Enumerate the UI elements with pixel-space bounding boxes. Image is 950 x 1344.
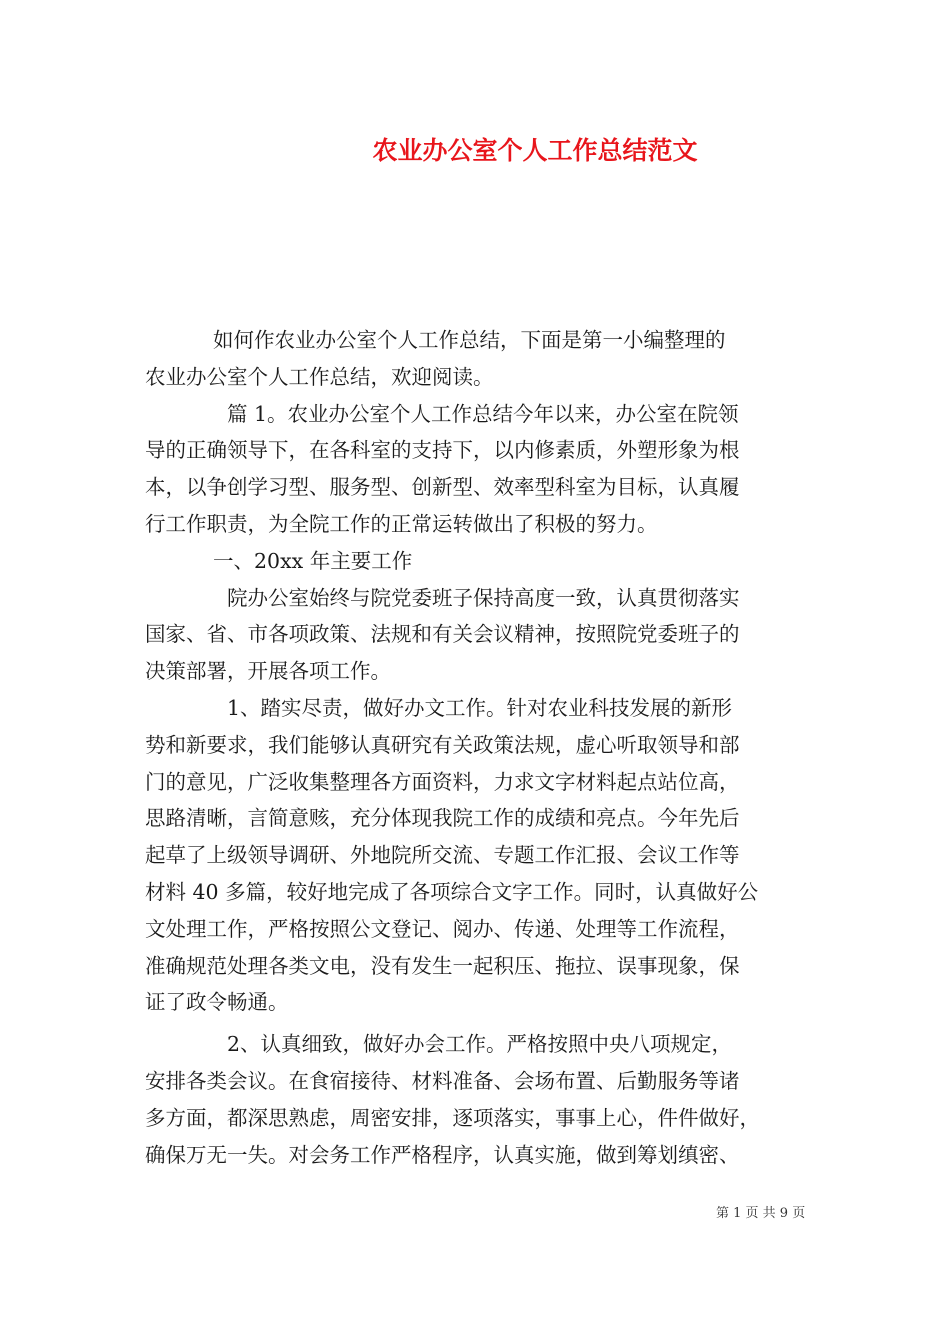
body-line: 本，以争创学习型、服务型、创新型、效率型科室为目标，认真履 — [145, 475, 740, 500]
body-line: 导的正确领导下，在各科室的支持下，以内修素质，外塑形象为根 — [145, 438, 740, 463]
body-line: 确保万无一失。对会务工作严格程序，认真实施，做到筹划缜密、 — [145, 1142, 740, 1167]
body-line: 证了政令畅通。 — [145, 990, 289, 1015]
body-line: 门的意见，广泛收集整理各方面资料，力求文字材料起点站位高， — [145, 769, 740, 794]
body-line: 院办公室始终与院党委班子保持高度一致，认真贯彻落实 — [145, 585, 740, 610]
body-line: 如何作农业办公室个人工作总结，下面是第一小编整理的 — [145, 328, 726, 352]
body-line: 安排各类会议。在食宿接待、材料准备、会场布置、后勤服务等诸 — [145, 1068, 740, 1093]
section-heading: 一、20xx 年主要工作 — [145, 548, 413, 573]
body-line: 篇 1。农业办公室个人工作总结今年以来，办公室在院领 — [145, 401, 739, 426]
body-line: 决策部署，开展各项工作。 — [145, 659, 391, 684]
body-line: 起草了上级领导调研、外地院所交流、专题工作汇报、会议工作等 — [145, 843, 740, 868]
body-line: 行工作职责，为全院工作的正常运转做出了积极的努力。 — [145, 511, 658, 536]
document-title: 农业办公室个人工作总结范文 — [372, 136, 698, 165]
body-line: 农业办公室个人工作总结，欢迎阅读。 — [145, 364, 494, 389]
body-line: 材料 40 多篇，较好地完成了各项综合文字工作。同时，认真做好公 — [145, 879, 759, 904]
body-line: 势和新要求，我们能够认真研究有关政策法规，虚心听取领导和部 — [145, 732, 740, 757]
body-line: 文处理工作，严格按照公文登记、阅办、传递、处理等工作流程， — [145, 916, 740, 941]
document-body — [145, 322, 815, 1173]
body-line: 思路清晰，言简意赅，充分体现我院工作的成绩和亮点。今年先后 — [145, 806, 740, 831]
body-line: 准确规范处理各类文电，没有发生一起积压、拖拉、误事现象，保 — [145, 953, 740, 978]
body-line: 2、认真细致，做好办会工作。严格按照中央八项规定， — [145, 1032, 733, 1057]
body-line: 1、踏实尽责，做好办文工作。针对农业科技发展的新形 — [145, 695, 733, 720]
body-line: 国家、省、市各项政策、法规和有关会议精神，按照院党委班子的 — [145, 622, 740, 647]
page-footer: 第 1 页 共 9 页 — [716, 1206, 806, 1221]
body-line: 多方面，都深思熟虑，周密安排，逐项落实，事事上心，件件做好， — [145, 1105, 760, 1130]
